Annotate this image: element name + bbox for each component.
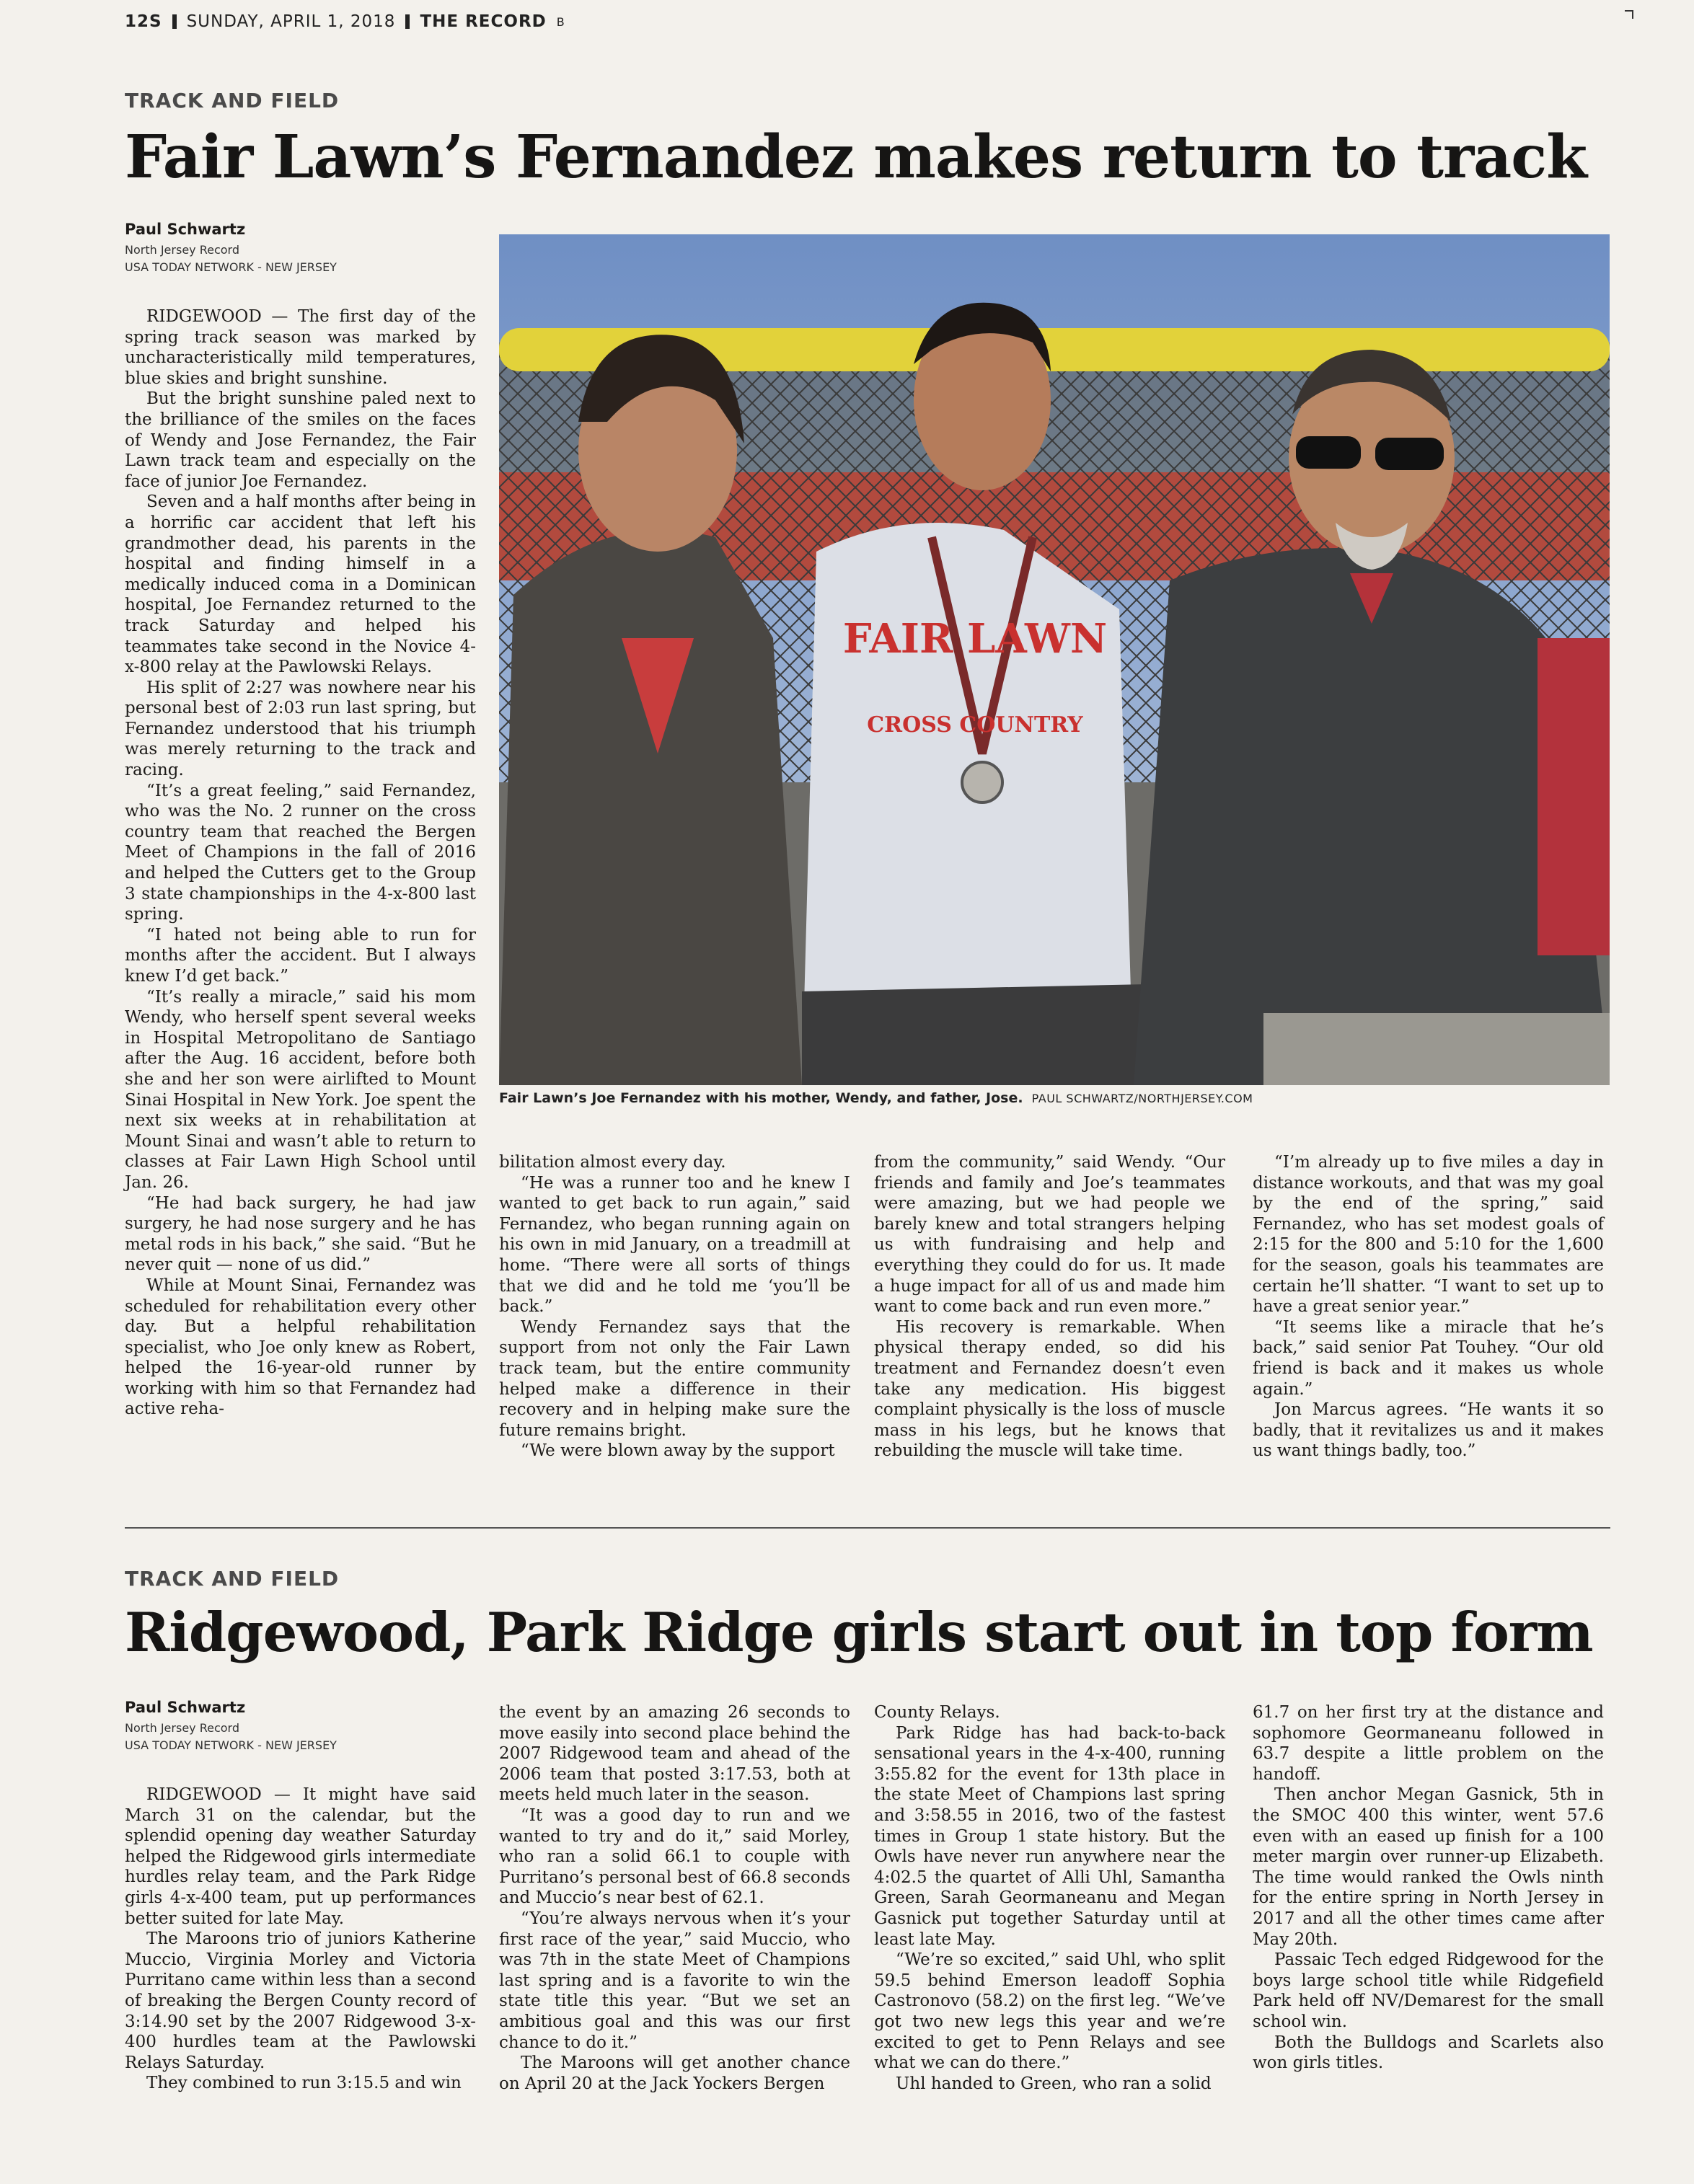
article-paragraph: RIDGEWOOD — The first day of the spring track season was marked by uncharacteristically mild temperatures, blue skies and bright sunshine. bbox=[125, 307, 476, 388]
author-org: North Jersey Record bbox=[125, 1721, 239, 1735]
article-paragraph: They combined to run 3:15.5 and win bbox=[146, 2074, 462, 2093]
article-paragraph: Both the Bulldogs and Scarlets also won girls titles. bbox=[1253, 2033, 1604, 2073]
story2-headline: Ridgewood, Park Ridge girls start out in top form bbox=[125, 1601, 1593, 1664]
author-org: North Jersey Record bbox=[125, 243, 239, 257]
article-paragraph: Jon Marcus agrees. “He wants it so badly, that it revitalizes us and it makes us want things badly, too.” bbox=[1253, 1400, 1604, 1461]
story1-kicker: TRACK AND FIELD bbox=[125, 89, 340, 112]
article-paragraph: Uhl handed to Green, who ran a solid bbox=[896, 2074, 1212, 2093]
crop-mark bbox=[1625, 10, 1633, 19]
article-paragraph: Seven and a half months after being in a horrific car accident that left his grandmother dead, his parents in the hospital and finding himself in a medically induced coma in a Dominican hospital, Joe Fernandez returned to the track Saturday and helped his teammates take second in the Novice 4-x-800 relay at the Pawlowski Relays. bbox=[125, 492, 476, 677]
article-paragraph: “I hated not being able to run for months after the accident. But I always knew I’d get back.” bbox=[125, 925, 476, 986]
family-photo-illustration bbox=[499, 234, 1610, 1085]
article-paragraph: RIDGEWOOD — It might have said March 31 on the calendar, but the splendid opening day weather Saturday helped the Ridgewood girls intermediate hurdles relay team, and the Park Ridge girls 4-x-400 team, put up performances better suited for late May. bbox=[125, 1785, 476, 1928]
page-number: 12S bbox=[125, 12, 162, 31]
article-paragraph: “We were blown away by the support bbox=[521, 1441, 835, 1461]
story1-column-4 bbox=[1253, 1152, 1604, 1462]
author-name: Paul Schwartz bbox=[125, 1699, 246, 1716]
article-paragraph: “You’re always nervous when it’s your first race of the year,” said Muccio, who was 7th in the state Meet of Champions last spring and is a favorite to win the state title this year. “But we set an ambitious goal and this was our first chance to do it.” bbox=[499, 1909, 850, 2052]
article-paragraph: The Maroons trio of juniors Katherine Muccio, Virginia Morley and Victoria Purritano came within less than a second of breaking the Bergen County record of 3:14.90 set by the 2007 Ridgewood 3-x-400 hurdles team at the Pawlowski Relays Saturday. bbox=[125, 1929, 476, 2072]
article-paragraph: bilitation almost every day. bbox=[499, 1153, 726, 1172]
article-paragraph: But the bright sunshine paled next to the brilliance of the smiles on the faces of Wendy and Jose Fernandez, the Fair Lawn track team and especially on the face of junior Joe Fernandez. bbox=[125, 389, 476, 491]
story1-headline: Fair Lawn’s Fernandez makes return to track bbox=[125, 123, 1587, 192]
story2-kicker: TRACK AND FIELD bbox=[125, 1567, 340, 1591]
folio-divider bbox=[172, 14, 177, 29]
article-paragraph: Park Ridge has had back-to-back sensational years in the 4-x-400, running 3:55.82 for the event for 13th place in the state Meet of Champions last spring and 3:58.55 in 2016, two of the fastest times in Group 1 state history. But the Owls have never run anywhere near the 4:02.5 the quartet of Alli Uhl, Samantha Green, Sarah Geormaneanu and Megan Gasnick put together Saturday until at least late May. bbox=[874, 1723, 1225, 1949]
story1-column-1 bbox=[125, 306, 476, 1420]
article-paragraph: “He had back surgery, he had jaw surgery, he had nose surgery and he has metal rods in his back,” she said. “But he never quit — none of us did.” bbox=[125, 1193, 476, 1275]
article-paragraph: Passaic Tech edged Ridgewood for the boys large school title while Ridgefield Park held off NV/Demarest for the small school win. bbox=[1253, 1950, 1604, 2031]
bench-rail bbox=[1263, 1013, 1610, 1085]
article-paragraph: His split of 2:27 was nowhere near his personal best of 2:03 run last spring, but Fernandez understood that his triumph was merely returning to the track and racing. bbox=[125, 678, 476, 780]
shirt-text-2: CROSS COUNTRY bbox=[867, 712, 1083, 738]
author-network: USA TODAY NETWORK - NEW JERSEY bbox=[125, 1738, 337, 1752]
article-paragraph: “It seems like a miracle that he’s back,” said senior Pat Touhey. “Our old friend is back and it makes us whole again.” bbox=[1253, 1317, 1604, 1399]
article-paragraph: “It’s a great feeling,” said Fernandez, who was the No. 2 runner on the cross country team that reached the Bergen Meet of Champions in the fall of 2016 and helped the Cutters get to the Group 3 state championships in the 4-x-800 last spring. bbox=[125, 781, 476, 924]
story2-column-1 bbox=[125, 1785, 476, 2094]
story2-byline bbox=[125, 1699, 337, 1754]
story1-photo bbox=[499, 234, 1610, 1085]
newspaper-name: THE RECORD bbox=[420, 12, 547, 31]
article-paragraph: His recovery is remarkable. When physical therapy ended, so did his treatment and Fernandez doesn’t even take any medication. His biggest complaint physically is the loss of muscle mass in his legs, but he knows that rebuilding the muscle will take time. bbox=[874, 1317, 1225, 1461]
article-paragraph: “We’re so excited,” said Uhl, who split 59.5 behind Emerson leadoff Sophia Castronovo (58.2) on the first leg. “We’ve got two new legs this year and we’re excited to get to Penn Relays and see what we can do there.” bbox=[874, 1950, 1225, 2073]
article-paragraph: “I’m already up to five miles a day in distance workouts, and that was my goal by the end of the spring,” said Fernandez, who has set modest goals of 2:15 for the 800 and 5:10 for the 1,600 for the season, goals his teammates are certain he’ll shatter. “I want to set up to have a great senior year.” bbox=[1253, 1153, 1604, 1317]
story2-column-2 bbox=[499, 1702, 850, 2094]
article-paragraph: 61.7 on her first try at the distance and sophomore Geormaneanu followed in 63.7 despite a little problem on the handoff. bbox=[1253, 1703, 1604, 1784]
article-paragraph: “It’s really a miracle,” said his mom Wendy, who herself spent several weeks in Hospital Metropolitano de Santiago after the Aug. 16 accident, before both she and her son were airlifted to Mount Sinai Hospital in New York. Joe spent the next six weeks at in rehabilitation at Mount Sinai and wasn’t able to return to classes at Fair Lawn High School until Jan. 26. bbox=[125, 987, 476, 1192]
story1-byline bbox=[125, 221, 337, 276]
photo-credit: PAUL SCHWARTZ/NORTHJERSEY.COM bbox=[1031, 1092, 1253, 1105]
article-paragraph: the event by an amazing 26 seconds to move easily into second place behind the 2007 Ridgewood team and ahead of the 2006 team that posted 3:17.53, both at meets held much later in the season. bbox=[499, 1703, 850, 1805]
photo-caption bbox=[499, 1090, 1610, 1112]
shirt-text: FAIR LAWN bbox=[842, 615, 1108, 663]
article-paragraph: from the community,” said Wendy. “Our friends and family and Joe’s teammates were amazing, but we had people we barely knew and total strangers helping us with fundraising and help and everything they could do for us. It made a huge impact for all of us and made him want to come back and run even more.” bbox=[874, 1153, 1225, 1317]
article-paragraph: County Relays. bbox=[874, 1703, 1000, 1722]
story2-column-3 bbox=[874, 1702, 1225, 2094]
story1-column-3 bbox=[874, 1152, 1225, 1462]
article-paragraph: Then anchor Megan Gasnick, 5th in the SMOC 400 this winter, went 57.6 even with an eased up finish for a 100 meter margin over runner-up Elizabeth. The time would ranked the Owls ninth for the entire spring in North Jersey in 2017 and all the other times came after May 20th. bbox=[1253, 1785, 1604, 1949]
article-paragraph: The Maroons will get another chance on April 20 at the Jack Yockers Bergen bbox=[499, 2053, 850, 2093]
article-paragraph: While at Mount Sinai, Fernandez was scheduled for rehabilitation every other day. But a helpful rehabilitation specialist, who Joe only knew as Robert, helped the 16-year-old runner by working with him so that Fernandez had active reha- bbox=[125, 1276, 476, 1419]
story2-column-4 bbox=[1253, 1702, 1604, 2074]
caption-text: Fair Lawn’s Joe Fernandez with his mother, Wendy, and father, Jose. bbox=[499, 1090, 1023, 1106]
folio-divider bbox=[405, 14, 410, 29]
section-letter: B bbox=[556, 14, 565, 29]
author-name: Paul Schwartz bbox=[125, 221, 246, 238]
story1-column-2 bbox=[499, 1152, 850, 1462]
article-paragraph: “It was a good day to run and we wanted to try and do it,” said Morley, who ran a solid 66.1 to couple with Purritano’s personal best of 66.8 seconds and Muccio’s near best of 62.1. bbox=[499, 1805, 850, 1908]
author-network: USA TODAY NETWORK - NEW JERSEY bbox=[125, 260, 337, 274]
issue-date: SUNDAY, APRIL 1, 2018 bbox=[186, 12, 396, 31]
story-divider bbox=[125, 1527, 1610, 1529]
article-paragraph: Wendy Fernandez says that the support from not only the Fair Lawn track team, but the entire community helped make a difference in their recovery and in helping make sure the future remains bright. bbox=[499, 1317, 850, 1440]
article-paragraph: “He was a runner too and he knew I wanted to get back to run again,” said Fernandez, who began running again on his own in mid January, on a treadmill at home. “There were all sorts of things that we did and he told me ‘you’ll be back.” bbox=[499, 1173, 850, 1317]
page-folio bbox=[125, 9, 1639, 35]
